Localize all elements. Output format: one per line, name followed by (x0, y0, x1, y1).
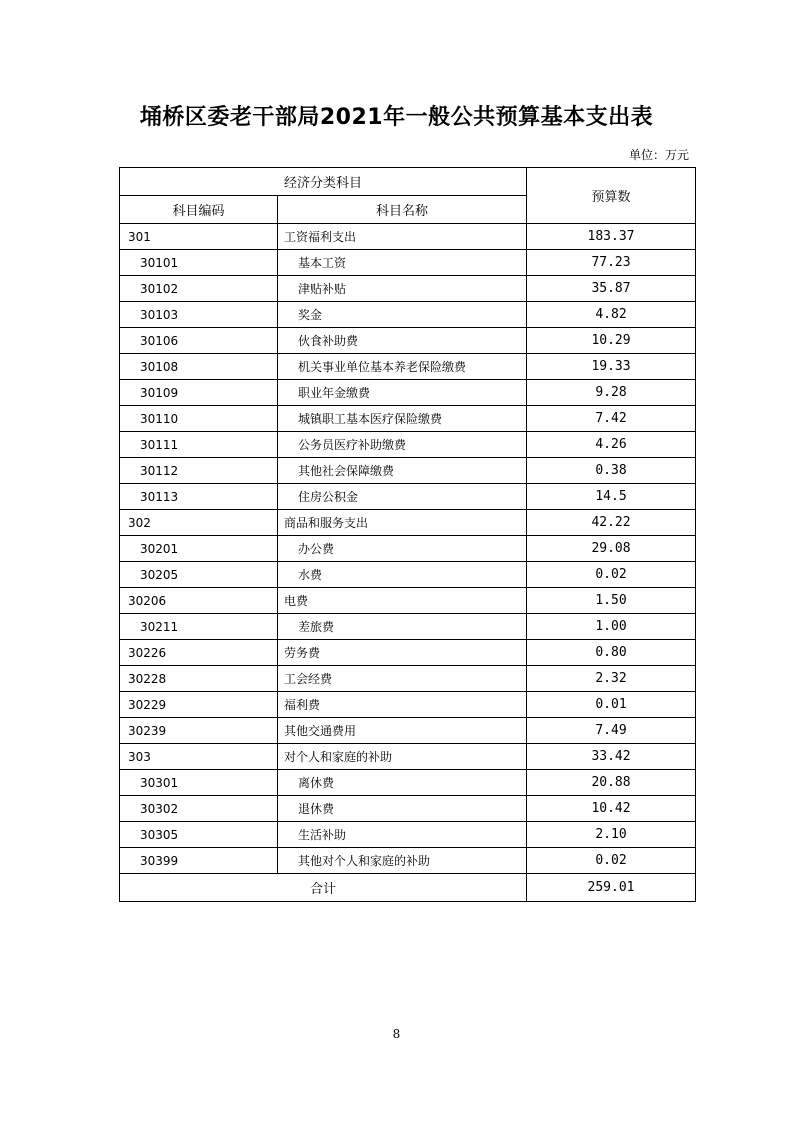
header-name: 科目名称 (278, 196, 527, 224)
row-amount: 0.80 (527, 640, 696, 666)
header-amount: 预算数 (527, 168, 696, 224)
row-code: 30226 (120, 640, 278, 666)
row-name: 福利费 (278, 692, 527, 718)
row-name: 机关事业单位基本养老保险缴费 (278, 354, 527, 380)
row-name: 伙食补助费 (278, 328, 527, 354)
table-row (120, 276, 696, 302)
table-row (120, 796, 696, 822)
table-row (120, 848, 696, 874)
table-row (120, 744, 696, 770)
row-name: 工会经费 (278, 666, 527, 692)
row-code: 30111 (120, 432, 278, 458)
row-amount: 29.08 (527, 536, 696, 562)
row-amount: 2.32 (527, 666, 696, 692)
row-amount: 42.22 (527, 510, 696, 536)
row-code: 30205 (120, 562, 278, 588)
row-code: 302 (120, 510, 278, 536)
row-amount: 35.87 (527, 276, 696, 302)
table-row (120, 224, 696, 250)
row-name: 退休费 (278, 796, 527, 822)
row-name: 差旅费 (278, 614, 527, 640)
row-name: 其他对个人和家庭的补助 (278, 848, 527, 874)
page-title: 埇桥区委老干部局2021年一般公共预算基本支出表 (139, 105, 654, 130)
table-row (120, 640, 696, 666)
row-name: 工资福利支出 (278, 224, 527, 250)
row-name: 公务员医疗补助缴费 (278, 432, 527, 458)
row-code: 30112 (120, 458, 278, 484)
row-code: 301 (120, 224, 278, 250)
row-code: 30229 (120, 692, 278, 718)
row-amount: 0.02 (527, 562, 696, 588)
budget-table (119, 167, 696, 902)
table-row (120, 770, 696, 796)
row-name: 水费 (278, 562, 527, 588)
row-amount: 1.00 (527, 614, 696, 640)
table-row (120, 380, 696, 406)
table-row (120, 588, 696, 614)
table-row (120, 458, 696, 484)
header-code: 科目编码 (120, 196, 278, 224)
table-row (120, 562, 696, 588)
total-label: 合计 (120, 874, 527, 902)
row-name: 对个人和家庭的补助 (278, 744, 527, 770)
row-amount: 0.01 (527, 692, 696, 718)
row-code: 30101 (120, 250, 278, 276)
table-row (120, 614, 696, 640)
table-row (120, 822, 696, 848)
row-amount: 9.28 (527, 380, 696, 406)
row-amount: 10.42 (527, 796, 696, 822)
row-name: 基本工资 (278, 250, 527, 276)
row-name: 住房公积金 (278, 484, 527, 510)
table-row (120, 718, 696, 744)
row-name: 奖金 (278, 302, 527, 328)
row-code: 30301 (120, 770, 278, 796)
table-row (120, 510, 696, 536)
table-row (120, 250, 696, 276)
row-amount: 20.88 (527, 770, 696, 796)
total-row (120, 874, 696, 902)
row-amount: 33.42 (527, 744, 696, 770)
row-code: 30108 (120, 354, 278, 380)
row-name: 商品和服务支出 (278, 510, 527, 536)
row-code: 30305 (120, 822, 278, 848)
row-code: 30106 (120, 328, 278, 354)
row-amount: 4.82 (527, 302, 696, 328)
unit-label: 单位：万元 (628, 148, 689, 162)
table-row (120, 406, 696, 432)
row-amount: 2.10 (527, 822, 696, 848)
row-name: 城镇职工基本医疗保险缴费 (278, 406, 527, 432)
page-number: 8 (392, 1027, 401, 1041)
row-amount: 7.49 (527, 718, 696, 744)
row-amount: 0.02 (527, 848, 696, 874)
header-group: 经济分类科目 (120, 168, 527, 196)
row-code: 30103 (120, 302, 278, 328)
table-row (120, 328, 696, 354)
row-name: 离休费 (278, 770, 527, 796)
row-amount: 1.50 (527, 588, 696, 614)
total-amount: 259.01 (527, 874, 696, 902)
table-row (120, 302, 696, 328)
row-name: 办公费 (278, 536, 527, 562)
row-name: 津贴补贴 (278, 276, 527, 302)
row-amount: 183.37 (527, 224, 696, 250)
table-row (120, 692, 696, 718)
row-amount: 7.42 (527, 406, 696, 432)
table-row (120, 354, 696, 380)
row-amount: 10.29 (527, 328, 696, 354)
row-amount: 4.26 (527, 432, 696, 458)
row-code: 30113 (120, 484, 278, 510)
row-code: 30399 (120, 848, 278, 874)
row-name: 职业年金缴费 (278, 380, 527, 406)
row-code: 30206 (120, 588, 278, 614)
row-code: 30228 (120, 666, 278, 692)
row-code: 303 (120, 744, 278, 770)
row-code: 30102 (120, 276, 278, 302)
row-name: 劳务费 (278, 640, 527, 666)
row-code: 30201 (120, 536, 278, 562)
row-code: 30110 (120, 406, 278, 432)
row-code: 30302 (120, 796, 278, 822)
row-code: 30109 (120, 380, 278, 406)
row-amount: 14.5 (527, 484, 696, 510)
table-row (120, 432, 696, 458)
row-name: 电费 (278, 588, 527, 614)
row-name: 其他社会保障缴费 (278, 458, 527, 484)
table-row (120, 536, 696, 562)
row-name: 生活补助 (278, 822, 527, 848)
row-amount: 19.33 (527, 354, 696, 380)
row-amount: 77.23 (527, 250, 696, 276)
row-code: 30211 (120, 614, 278, 640)
row-code: 30239 (120, 718, 278, 744)
table-row (120, 484, 696, 510)
table-row (120, 666, 696, 692)
row-amount: 0.38 (527, 458, 696, 484)
row-name: 其他交通费用 (278, 718, 527, 744)
